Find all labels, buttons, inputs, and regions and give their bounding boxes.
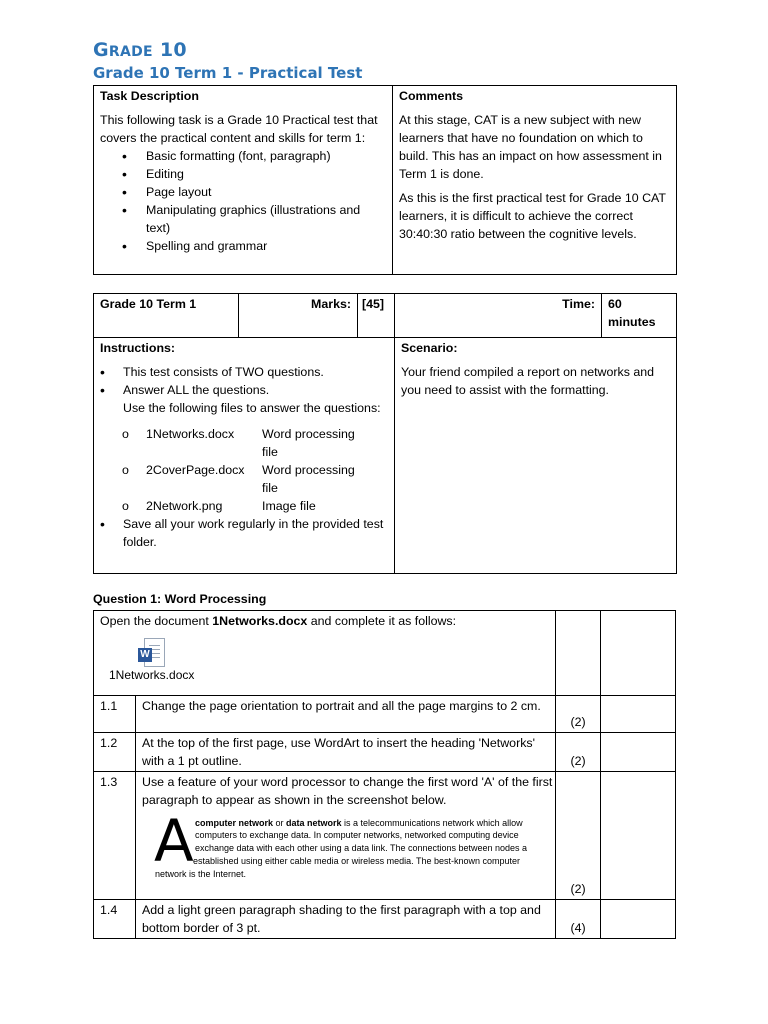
task-description-cell (94, 86, 393, 275)
list-item: • Editing (100, 165, 386, 183)
page-subtitle: Grade 10 Term 1 - Practical Test (93, 64, 363, 82)
screenshot-line: network is the Internet. (155, 869, 247, 879)
marks-value-cell (358, 294, 395, 338)
time-value: 60 minutes (608, 297, 656, 329)
task-table (93, 85, 677, 275)
question1-title: Question 1: Word Processing (93, 592, 267, 606)
info-table (93, 293, 677, 574)
table-row (94, 900, 676, 939)
file-list (100, 425, 388, 515)
marks-label: Marks: (311, 297, 351, 311)
question-number: 1.2 (94, 733, 136, 772)
question-text: Use a feature of your word processor to change the first word 'A' of the first paragraph to appear as shown in the screenshot below. (142, 775, 553, 807)
term-label: Grade 10 Term 1 (100, 297, 197, 311)
file-name: 2Network.png (146, 499, 223, 513)
list-item: o 2CoverPage.docx Word processing file (100, 461, 388, 497)
question-mark: (2) (556, 733, 601, 772)
question-text: Change the page orientation to portrait and all the page margins to 2 cm. (136, 696, 556, 733)
term-cell (94, 294, 239, 338)
question-text: At the top of the first page, use WordArt to insert the heading 'Networks' with a 1 pt outline. (136, 733, 556, 772)
table-row (94, 696, 676, 733)
time-value-cell (602, 294, 677, 338)
task-list (100, 147, 386, 255)
question-mark: (4) (556, 900, 601, 939)
task-description-header: Task Description (100, 89, 199, 103)
marks-label-cell (239, 294, 358, 338)
word-document-icon[interactable]: W (138, 638, 164, 668)
instructions-header: Instructions: (100, 341, 176, 355)
dropcap-letter: A (154, 813, 194, 875)
comments-cell (393, 86, 677, 275)
question-mark: (2) (556, 696, 601, 733)
marks-value: [45] (362, 297, 385, 311)
instructions-files-intro: Use the following files to answer the questions: (123, 401, 381, 415)
list-item: o 2Network.png Image file (100, 497, 388, 515)
comment-paragraph-1: At this stage, CAT is a new subject with new learners that have no foundation on which to build. This has an impact on how assessment in Term 1 is done. (399, 113, 662, 181)
list-item: • Answer ALL the questions. (100, 381, 388, 399)
file-name: 1Networks.docx (146, 427, 235, 441)
grade-heading: GRADE 10 (93, 39, 187, 61)
list-item: o 1Networks.docx Word processing file (100, 425, 388, 461)
scenario-header: Scenario: (401, 341, 458, 355)
list-item: • This test consists of TWO questions. (100, 363, 388, 381)
time-label: Time: (562, 297, 595, 311)
file-type: Word processing file (262, 427, 355, 459)
open-document-cell (94, 611, 556, 696)
screenshot-line: computers to exchange data. In computer networks, networked computing device (195, 830, 519, 840)
list-item: • Page layout (100, 183, 386, 201)
scenario-text: Your friend compiled a report on networks and you need to assist with the formatting. (401, 365, 655, 397)
question-number: 1.3 (94, 772, 136, 900)
table-row (94, 772, 676, 900)
question-mark: (2) (556, 772, 601, 900)
question-number: 1.1 (94, 696, 136, 733)
list-item: • Save all your work regularly in the provided test folder. (100, 515, 388, 551)
comment-paragraph-2: As this is the first practical test for Grade 10 CAT learners, it is difficult to achieve the correct 30:40:30 ratio between the cognitive levels. (399, 191, 666, 241)
file-name: 2CoverPage.docx (146, 463, 245, 477)
screenshot-line: established using either cable media or wireless media. The best-known computer (193, 856, 521, 866)
screenshot-line: computer network or data network is a telecommunications network which allow (195, 818, 523, 828)
open-document-text: Open the document 1Networks.docx and complete it as follows: (100, 614, 457, 628)
question-number: 1.4 (94, 900, 136, 939)
scenario-cell (395, 338, 677, 574)
list-item: • Basic formatting (font, paragraph) (100, 147, 386, 165)
question1-table (93, 610, 676, 939)
task-intro: This following task is a Grade 10 Practical test that covers the practical content and skills for term 1: (100, 113, 378, 145)
instructions-list (100, 363, 388, 399)
time-label-cell (395, 294, 602, 338)
dropcap-screenshot (142, 813, 545, 895)
list-item: • Manipulating graphics (illustrations and text) (100, 201, 386, 237)
list-item: • Spelling and grammar (100, 237, 386, 255)
comments-header: Comments (399, 89, 464, 103)
file-type: Word processing file (262, 463, 355, 495)
question-text: Add a light green paragraph shading to the first paragraph with a top and bottom border of 3 pt. (136, 900, 556, 939)
instructions-cell (94, 338, 395, 574)
instructions-list-2 (100, 515, 388, 551)
table-row (94, 733, 676, 772)
document-icon-label[interactable]: 1Networks.docx (109, 668, 195, 682)
screenshot-line: exchange data with each other using a data link. The connections between nodes a (195, 843, 528, 853)
file-type: Image file (262, 499, 316, 513)
